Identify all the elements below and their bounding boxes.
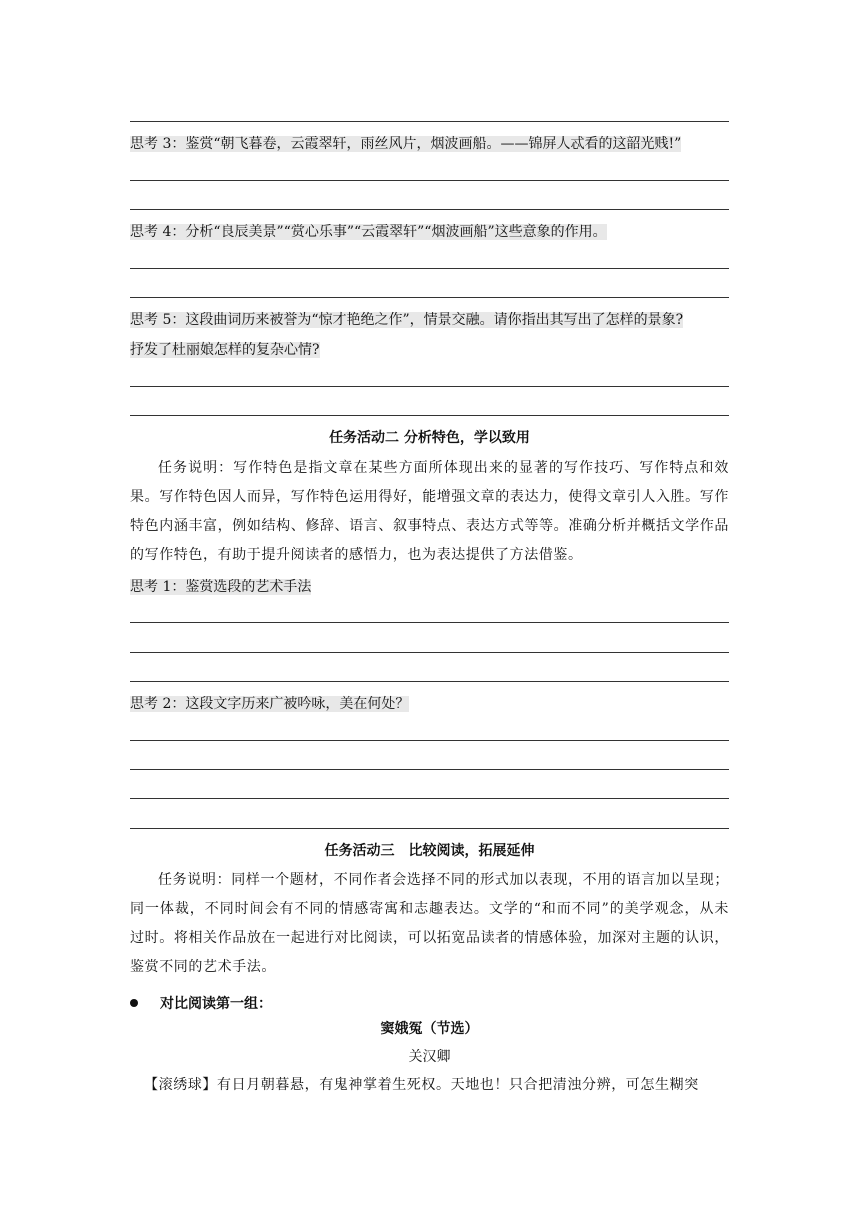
answer-line <box>130 121 729 122</box>
answer-line <box>130 798 729 799</box>
activity3-title: 任务活动三 比较阅读，拓展延伸 <box>324 843 535 859</box>
activity2-title: 任务活动二 分析特色，学以致用 <box>329 430 530 446</box>
verse-line: 【滚绣球】有日月朝暮悬，有鬼神掌着生死权。天地也！只合把清浊分辨，可怎生糊突 <box>144 1077 699 1093</box>
answer-line <box>130 622 729 623</box>
question-4: 思考 4：分析“良辰美景”“赏心乐事”“云霞翠轩”“烟波画船”这些意象的作用。 <box>130 224 607 240</box>
question-5-line2: 抒发了杜丽娘怎样的复杂心情? <box>130 342 320 358</box>
question-5-line1: 思考 5：这段曲词历来被誉为“惊才艳绝之作”，情景交融。请你指出其写出了怎样的景象? <box>130 312 684 328</box>
answer-line <box>130 386 729 387</box>
question-3: 思考 3：鉴赏“朝飞暮卷，云霞翠轩，雨丝风片，烟波画船。——锦屏人忒看的这韶光贱!” <box>130 136 682 152</box>
answer-line <box>130 297 729 298</box>
answer-line <box>130 740 729 741</box>
answer-line <box>130 828 729 829</box>
answer-line <box>130 268 729 269</box>
answer-line <box>130 769 729 770</box>
answer-line <box>130 681 729 682</box>
answer-line <box>130 209 729 210</box>
activity2-description: 任务说明：写作特色是指文章在某些方面所体现出来的显著的写作技巧、写作特点和效果。写作特色因人而异，写作特色运用得好，能增强文章的表达力，使得文章引人入胜。写作特色内涵丰富，例如结构、修辞、语言、叙事特点、表达方式等等。准确分析并概括文学作品的写作特色，有助于提升阅读者的感悟力，也为表达提供了方法借鉴。 <box>130 460 729 563</box>
work-title: 窦娥冤（节选） <box>380 1021 479 1037</box>
activity3-description: 任务说明：同样一个题材，不同作者会选择不同的形式加以表现，不用的语言加以呈现；同一体裁，不同时间会有不同的情感寄寓和志趣表达。文学的“和而不同”的美学观念，从未过时。将相关作品放在一起进行对比阅读，可以拓宽品读者的情感体验，加深对主题的认识，鉴赏不同的艺术手法。 <box>130 872 729 975</box>
answer-line <box>130 415 729 416</box>
bullet-icon <box>130 999 138 1007</box>
answer-line <box>130 652 729 653</box>
work-author: 关汉卿 <box>408 1049 451 1065</box>
activity2-question-2: 思考 2：这段文字历来广被吟咏，美在何处？ <box>130 696 410 712</box>
activity2-question-1: 思考 1：鉴赏选段的艺术手法 <box>130 579 312 595</box>
answer-line <box>130 180 729 181</box>
comparison-group-1: 对比阅读第一组： <box>130 993 272 1015</box>
